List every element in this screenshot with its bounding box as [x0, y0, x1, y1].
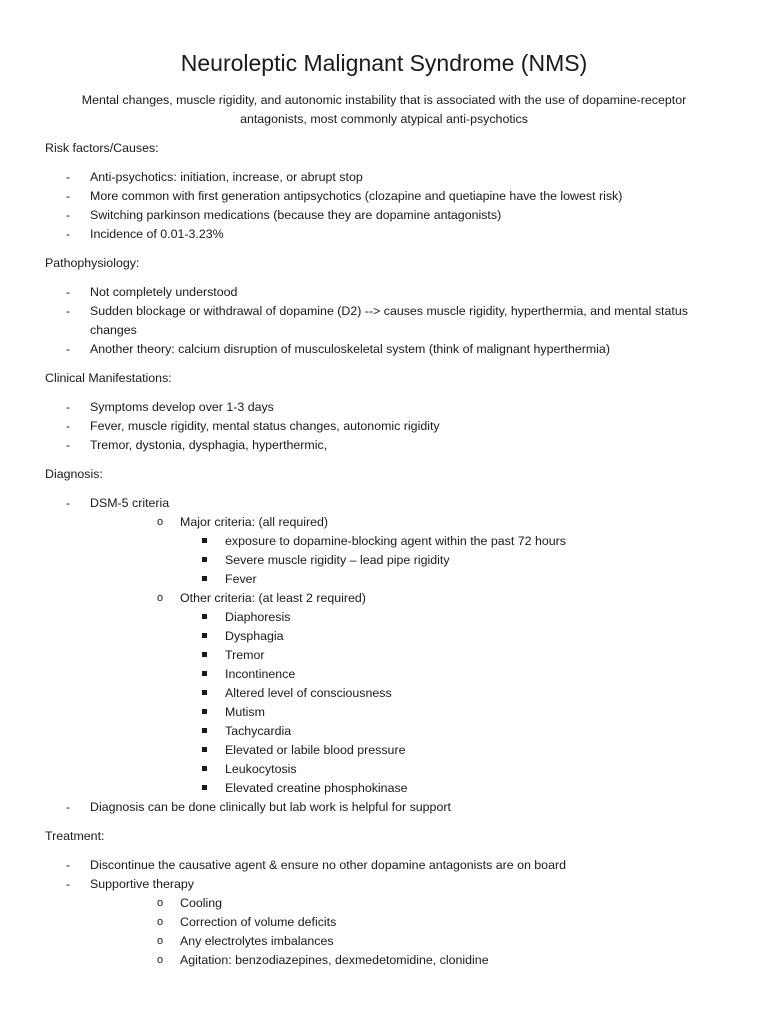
list-item: o Agitation: benzodiazepines, dexmedetomidine, clonidine	[135, 951, 725, 970]
square-bullet	[202, 709, 207, 714]
major-criteria-list	[180, 532, 725, 589]
circle-bullet: o	[157, 935, 164, 947]
dash-bullet: -	[66, 304, 71, 318]
list-item: Tachycardia	[180, 722, 725, 741]
pathophysiology-list	[45, 283, 725, 359]
treatment-heading: Treatment:	[45, 829, 105, 843]
dash-bullet: -	[66, 342, 71, 356]
square-bullet	[202, 576, 207, 581]
circle-bullet: o	[157, 592, 164, 604]
list-item: - DSM-5 criteria o Major criteria: (all required) exposure to dopamine-blocking agent within the past 72 hours Severe muscle rigidity – lead pipe rigidity Fever o Other criteria: (at least 2 required) Diaphoresis Dysphagia Tremor Incontinence Altered level of consciousness Mutism Tachycardia Elevated or labile blood pressure Leukocytosis Elevated creatine phosphokinase	[45, 494, 725, 798]
circle-bullet: o	[157, 954, 164, 966]
circle-bullet: o	[157, 897, 164, 909]
list-item: Elevated or labile blood pressure	[180, 741, 725, 760]
diagnosis-list	[45, 494, 725, 817]
list-item: Altered level of consciousness	[180, 684, 725, 703]
other-criteria-list	[180, 608, 725, 798]
list-item: - Tremor, dystonia, dysphagia, hyperthermic,	[45, 436, 725, 455]
list-item: - Supportive therapy o Cooling o Correction of volume deficits o Any electrolytes imbalances o Agitation: benzodiazepines, dexmedetomidine, clonidine	[45, 875, 725, 970]
list-item: - Anti-psychotics: initiation, increase, or abrupt stop	[45, 168, 725, 187]
dash-bullet: -	[66, 496, 71, 510]
dash-bullet: -	[66, 419, 71, 433]
circle-bullet: o	[157, 516, 164, 528]
list-item: exposure to dopamine-blocking agent within the past 72 hours	[180, 532, 725, 551]
list-item: o Any electrolytes imbalances	[135, 932, 725, 951]
square-bullet	[202, 633, 207, 638]
dash-bullet: -	[66, 208, 71, 222]
list-item: - Diagnosis can be done clinically but lab work is helpful for support	[45, 798, 725, 817]
list-item: Fever	[180, 570, 725, 589]
square-bullet	[202, 785, 207, 790]
dash-bullet: -	[66, 227, 71, 241]
list-item: Incontinence	[180, 665, 725, 684]
list-item: - More common with first generation antipsychotics (clozapine and quetiapine have the lowest risk)	[45, 187, 725, 206]
dash-bullet: -	[66, 170, 71, 184]
dash-bullet: -	[66, 438, 71, 452]
list-item: - Another theory: calcium disruption of musculoskeletal system (think of malignant hyperthermia)	[45, 340, 725, 359]
treatment-list	[45, 856, 725, 970]
risk-factors-list	[45, 168, 725, 244]
square-bullet	[202, 671, 207, 676]
square-bullet	[202, 690, 207, 695]
list-item: - Sudden blockage or withdrawal of dopamine (D2) --> causes muscle rigidity, hyperthermia, and mental status changes	[66, 304, 688, 337]
circle-bullet: o	[157, 916, 164, 928]
definition-text: Mental changes, muscle rigidity, and autonomic instability that is associated with the use of dopamine-receptor antagonists, most commonly atypical anti-psychotics	[81, 93, 687, 126]
pathophysiology-heading: Pathophysiology:	[45, 256, 140, 270]
square-bullet	[202, 728, 207, 733]
square-bullet	[202, 614, 207, 619]
page-title: Neuroleptic Malignant Syndrome (NMS)	[180, 50, 588, 76]
dash-bullet: -	[66, 877, 71, 891]
list-item: o Cooling	[135, 894, 725, 913]
list-item: Diaphoresis	[180, 608, 725, 627]
list-item: Tremor	[180, 646, 725, 665]
list-item: Severe muscle rigidity – lead pipe rigidity	[180, 551, 725, 570]
risk-factors-heading: Risk factors/Causes:	[45, 141, 159, 155]
list-item: Leukocytosis	[180, 760, 725, 779]
list-item: - Switching parkinson medications (because they are dopamine antagonists)	[45, 206, 725, 225]
major-criteria-item: o Major criteria: (all required) exposure to dopamine-blocking agent within the past 72 hours Severe muscle rigidity – lead pipe rigidity Fever	[135, 513, 725, 589]
square-bullet	[202, 652, 207, 657]
list-item: o Correction of volume deficits	[135, 913, 725, 932]
dash-bullet: -	[66, 189, 71, 203]
dsm-criteria-list	[90, 513, 725, 798]
list-item: - Symptoms develop over 1-3 days	[45, 398, 725, 417]
square-bullet	[202, 766, 207, 771]
square-bullet	[202, 747, 207, 752]
other-criteria-item: o Other criteria: (at least 2 required) Diaphoresis Dysphagia Tremor Incontinence Altered level of consciousness Mutism Tachycardia Elevated or labile blood pressure Leukocytosis Elevated creatine phosphokinase	[135, 589, 725, 798]
list-item: Elevated creatine phosphokinase	[180, 779, 725, 798]
clinical-manifestations-heading: Clinical Manifestations:	[45, 371, 172, 385]
dash-bullet: -	[66, 400, 71, 414]
dash-bullet: -	[66, 858, 71, 872]
dash-bullet: -	[66, 285, 71, 299]
list-item: Mutism	[180, 703, 725, 722]
diagnosis-heading: Diagnosis:	[45, 467, 103, 481]
document-body	[45, 139, 725, 980]
dash-bullet: -	[66, 800, 71, 814]
list-item: - Incidence of 0.01-3.23%	[45, 225, 725, 244]
list-item: - Fever, muscle rigidity, mental status changes, autonomic rigidity	[45, 417, 725, 436]
square-bullet	[202, 557, 207, 562]
clinical-manifestations-list	[45, 398, 725, 455]
list-item: - Not completely understood	[45, 283, 725, 302]
supportive-therapy-list	[90, 894, 725, 970]
list-item: Dysphagia	[180, 627, 725, 646]
list-item: - Discontinue the causative agent & ensure no other dopamine antagonists are on board	[45, 856, 725, 875]
square-bullet	[202, 538, 207, 543]
